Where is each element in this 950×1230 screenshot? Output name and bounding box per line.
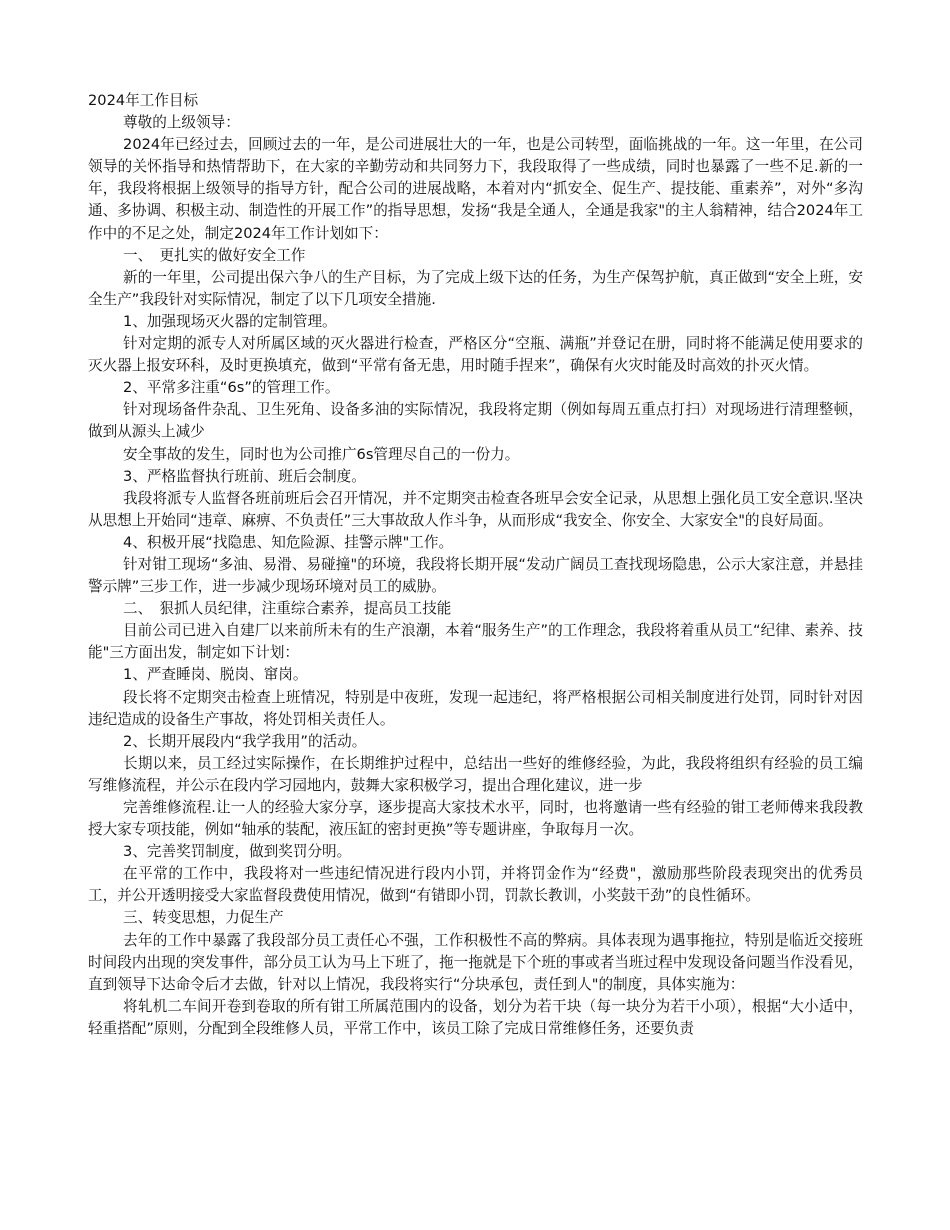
body-paragraph: 一、 更扎实的做好安全工作 (123, 246, 306, 264)
body-paragraph: 我段将派专人监督各班前班后会召开情况，并不定期突击检查各班早会安全记录，从思想上强化员工安全意识.坚决从思想上开始同“违章、麻痹、不负责任”三大事故敌人作斗争，从而形成“我安全、你安全、大家安全"的良好局面。 (88, 489, 863, 529)
body-paragraph: 4、积极开展“找隐患、知危险源、挂警示牌"工作。 (123, 533, 454, 551)
body-paragraph: 1、严查睡岗、脱岗、窜岗。 (123, 666, 308, 684)
document-title: 2024年工作目标 (88, 92, 199, 109)
body-paragraph: 2、长期开展段内“我学我用”的活动。 (123, 732, 367, 750)
body-paragraph: 尊敬的上级领导： (123, 114, 240, 132)
body-paragraph: 安全事故的发生，同时也为公司推广6s管理尽自己的一份力。 (123, 445, 520, 463)
body-paragraph: 长期以来，员工经过实际操作，在长期维护过程中，总结出一些好的维修经验，为此，我段将组织有经验的员工编写维修流程，并公示在段内学习园地内，鼓舞大家积极学习，提出合理化建议，进一步 (88, 754, 863, 794)
body-paragraph: 在平常的工作中，我段将对一些违纪情况进行段内小罚，并将罚金作为“经费"，激励那些阶段表现突出的优秀员工，并公开透明接受大家监督段费使用情况，做到“有错即小罚，罚款长教训，小奖鼓干劲”的良性循环。 (88, 865, 863, 905)
body-paragraph: 1、加强现场灭火器的定制管理。 (123, 312, 337, 330)
body-paragraph: 针对现场备件杂乱、卫生死角、设备多油的实际情况，我段将定期（例如每周五重点打扫）对现场进行清理整顿，做到从源头上减少 (88, 401, 863, 441)
body-paragraph: 二、 狠抓人员纪律，注重综合素养，提高员工技能 (123, 600, 452, 618)
body-paragraph: 目前公司已进入自建厂以来前所未有的生产浪潮，本着“服务生产”的工作理念，我段将着重从员工“纪律、素养、技能"三方面出发，制定如下计划： (88, 622, 863, 662)
body-paragraph: 2024年已经过去，回顾过去的一年，是公司进展壮大的一年，也是公司转型，面临挑战的一年。这一年里，在公司领导的关怀指导和热情帮助下，在大家的辛勤劳动和共同努力下，我段取得了一些成绩，同时也暴露了一些不足.新的一年，我段将根据上级领导的指导方针，配合公司的进展战略，本着对内“抓安全、促生产、提技能、重素养”，对外“多沟通、多协调、积极主动、制造性的开展工作”的指导思想，发扬“我是全通人，全通是我家"的主人翁精神，结合2024年工作中的不足之处，制定2024年工作计划如下： (88, 136, 863, 242)
body-paragraph: 将轧机二车间开卷到卷取的所有钳工所属范围内的设备，划分为若干块（每一块分为若干小项），根据“大小适中，轻重搭配”原则，分配到全段维修人员，平常工作中，该员工除了完成日常维修任务，还要负责 (88, 997, 863, 1037)
body-paragraph: 段长将不定期突击检查上班情况，特别是中夜班，发现一起违纪，将严格根据公司相关制度进行处罚，同时针对因违纪造成的设备生产事故，将处罚相关责任人。 (88, 688, 863, 728)
body-paragraph: 3、严格监督执行班前、班后会制度。 (123, 467, 366, 485)
body-paragraph: 3、完善奖罚制度，做到奖罚分明。 (123, 843, 352, 861)
body-paragraph: 针对钳工现场“多油、易滑、易碰撞"的环境，我段将长期开展“发动广阔员工查找现场隐患，公示大家注意，并悬挂警示牌”三步工作，进一步减少现场环境对员工的威胁。 (88, 555, 863, 596)
body-paragraph: 针对定期的派专人对所属区域的灭火器进行检查，严格区分“空瓶、满瓶”并登记在册，同时将不能满足使用要求的灭火器上报安环科，及时更换填充，做到“平常有备无患，用时随手捏来”，确保有火灾时能及时高效的扑灭火情。 (88, 335, 863, 375)
body-paragraph: 三、转变思想，力促生产 (123, 909, 284, 927)
document-page (88, 90, 863, 1040)
body-paragraph: 2、平常多注重“6s”的管理工作。 (123, 379, 340, 397)
body-paragraph: 新的一年里，公司提出保六争八的生产目标，为了完成上级下达的任务，为生产保驾护航，真正做到“安全上班，安全生产”我段针对实际情况，制定了以下几项安全措施. (88, 268, 863, 308)
body-paragraph: 去年的工作中暴露了我段部分员工责任心不强，工作积极性不高的弊病。具体表现为遇事拖拉，特别是临近交接班时间段内出现的突发事件，部分员工认为马上下班了，拖一拖就是下个班的事或者当班过程中发现设备问题当作没看见，直到领导下达命令后才去做，针对以上情况，我段将实行“分块承包，责任到人"的制度，具体实施为： (88, 931, 863, 993)
body-paragraph: 完善维修流程.让一人的经验大家分享，逐步提高大家技术水平，同时，也将邀请一些有经验的钳工老师傅来我段教授大家专项技能，例如“轴承的装配，液压缸的密封更换”等专题讲座，争取每月一次。 (88, 799, 863, 839)
document-body (88, 112, 863, 1040)
